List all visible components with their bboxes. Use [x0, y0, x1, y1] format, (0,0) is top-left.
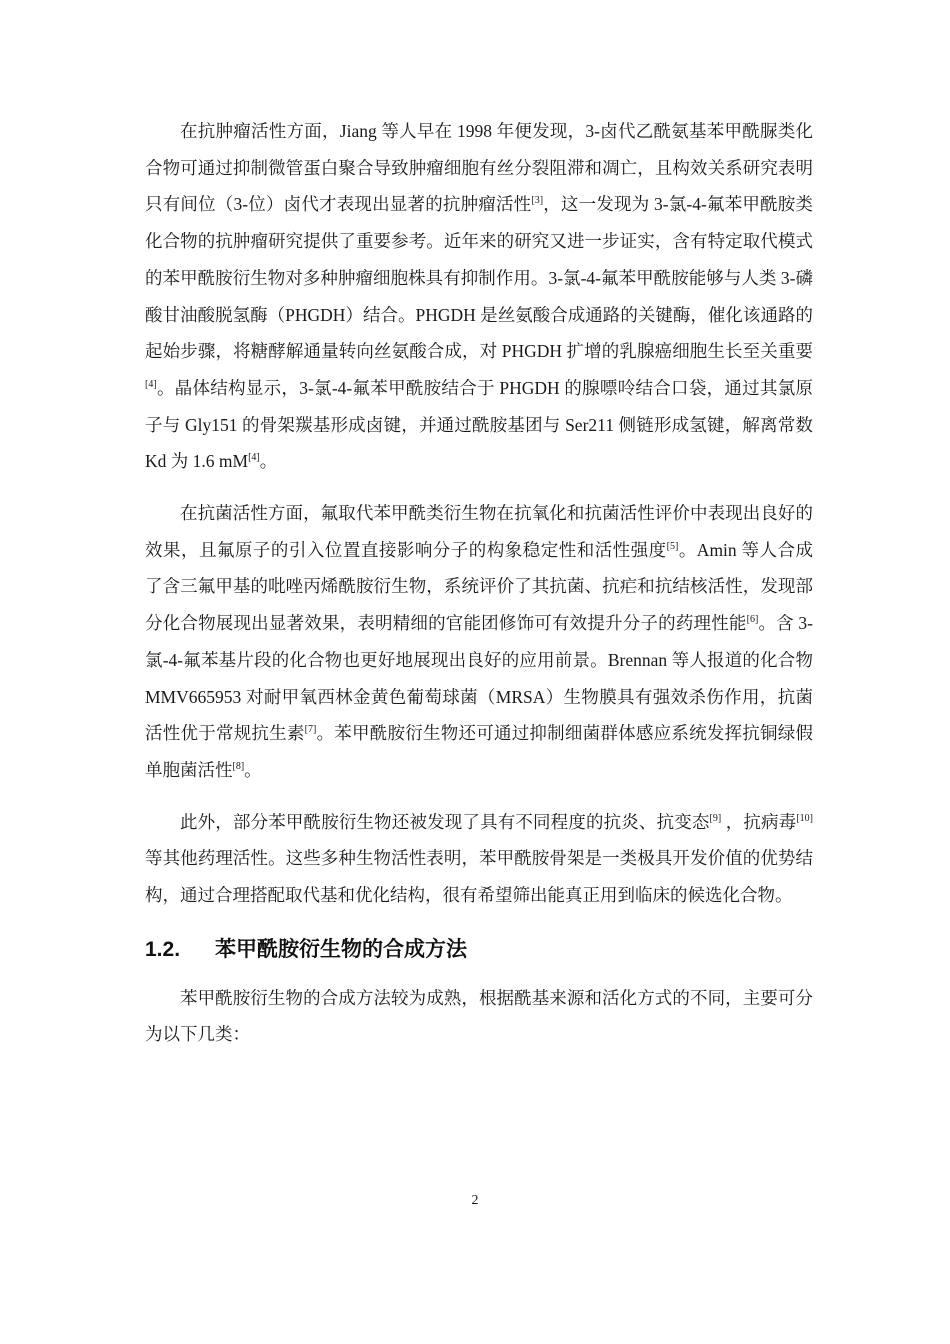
citation-ref[interactable]: [8]: [232, 760, 245, 772]
paragraph-text: 在抗肿瘤活性方面，Jiang 等人早在 1998 年便发现，3-卤代乙酰氨基苯甲酰脲类化合物可通过抑制微管蛋白聚合导致肿瘤细胞有丝分裂阻滞和凋亡，且构效关系研究表明只有间位（3-位）卤代才表现出显著的抗肿瘤活性: [145, 121, 813, 215]
paragraph-text: 在抗菌活性方面，氟取代苯甲酰类衍生物在抗氧化和抗菌活性评价中表现出良好的效果，且氟原子的引入位置直接影响分子的构象稳定性和活性强度: [145, 503, 813, 560]
page-number: 2: [471, 1193, 479, 1208]
paragraph-other-activities: [145, 804, 813, 914]
section-heading: [145, 930, 813, 970]
citation-ref[interactable]: [9]: [709, 812, 722, 824]
section-title: 苯甲酰胺衍生物的合成方法: [215, 937, 467, 961]
paragraph-text: 苯甲酰胺衍生物的合成方法较为成熟，根据酰基来源和活化方式的不同，主要可分为以下几类：: [145, 987, 813, 1045]
citation-ref[interactable]: [6]: [746, 614, 759, 626]
paragraph-text: 此外，部分苯甲酰胺衍生物还被发现了具有不同程度的抗炎、抗变态: [180, 811, 710, 832]
section-number: 1.2.: [145, 937, 181, 961]
paragraph-antitumor: [145, 113, 813, 480]
paragraph-text: 。含 3-氯-4-氟苯基片段的化合物也更好地展现出良好的应用前景。Brennan 等人报道的化合物 MMV665953 对耐甲氧西林金黄色葡萄球菌（MRSA）生物膜具有强效杀伤作用，抗菌活性优于常规抗生素: [145, 613, 814, 744]
paragraph-text: 。: [244, 759, 262, 780]
paragraph-antibacterial: [145, 495, 813, 789]
citation-ref[interactable]: [3]: [531, 195, 544, 207]
paragraph-synthesis-intro: [145, 980, 813, 1053]
citation-ref[interactable]: [4]: [145, 378, 157, 390]
paragraph-text: 等其他药理活性。这些多种生物活性表明，苯甲酰胺骨架是一类极具开发价值的优势结构，通过合理搭配取代基和优化结构，很有希望筛出能真正用到临床的候选化合物。: [145, 848, 813, 906]
paragraph-text: ，这一发现为 3-氯-4-氟苯甲酰胺类化合物的抗肿瘤研究提供了重要参考。近年来的研究又进一步证实，含有特定取代模式的苯甲酰胺衍生物对多种肿瘤细胞株具有抑制作用。3-氯-4-氟苯甲酰胺能够与人类 3-磷酸甘油酸脱氢酶（PHGDH）结合。PHGDH 是丝氨酸合成通路的关键酶，催化该通路的起始步骤，将糖酵解通量转向丝氨酸合成，对 PHGDH 扩增的乳腺癌细胞生长至关重要: [145, 194, 814, 362]
citation-ref[interactable]: [10]: [796, 812, 814, 824]
citation-ref[interactable]: [4]: [248, 452, 260, 464]
paragraph-text: ，抗病毒: [721, 811, 797, 832]
paragraph-text: 。苯甲酰胺衍生物还可通过抑制细菌群体感应系统发挥抗铜绿假单胞菌活性: [145, 723, 814, 780]
paragraph-text: 。Amin 等人合成了含三氟甲基的吡唑丙烯酰胺衍生物，系统评价了其抗菌、抗疟和抗结核活性，发现部分化合物展现出显著效果，表明精细的官能团修饰可有效提升分子的药理性能: [145, 539, 813, 634]
paragraph-text: 。: [259, 451, 278, 472]
citation-ref[interactable]: [5]: [666, 540, 679, 552]
page-body: [145, 113, 813, 1053]
paragraph-text: 。晶体结构显示，3-氯-4-氟苯甲酰胺结合于 PHGDH 的腺嘌呤结合口袋，通过其氯原子与 Gly151 的骨架羰基形成卤键，并通过酰胺基团与 Ser211 侧链形成氢键，解离常数 Kd 为 1.6 mM: [145, 377, 813, 472]
citation-ref[interactable]: [7]: [304, 724, 317, 736]
